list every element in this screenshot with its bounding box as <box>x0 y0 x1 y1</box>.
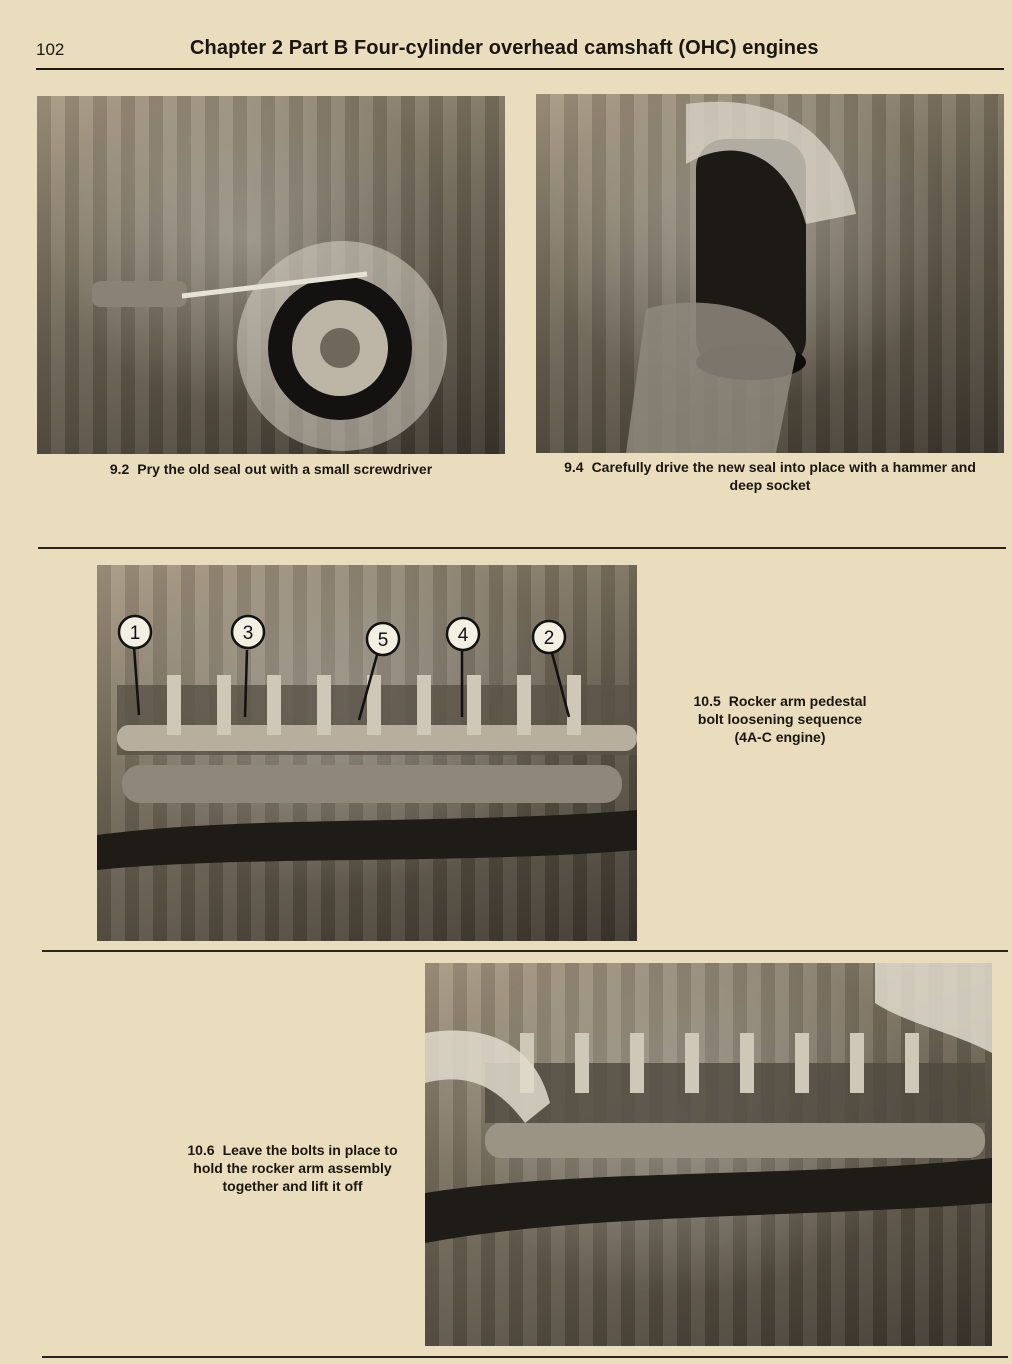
svg-text:4: 4 <box>457 625 469 646</box>
figure-number: 9.2 <box>109 461 130 477</box>
caption-text-line-1: Carefully drive the new seal into place with a hammer and <box>591 459 976 475</box>
caption-text-line-2: hold the rocker arm assembly <box>193 1160 392 1176</box>
svg-text:3: 3 <box>242 623 254 644</box>
caption-text-line-3: (4A-C engine) <box>734 729 826 745</box>
caption-line-1 <box>660 692 900 710</box>
socket-illustration <box>536 94 1004 453</box>
figure-number: 10.6 <box>187 1142 215 1158</box>
caption-line-1 <box>160 1141 425 1159</box>
rocker-assembly-illustration <box>425 963 992 1346</box>
photo-fig-10-5 <box>97 565 637 941</box>
section-rule-2 <box>42 950 1008 952</box>
seal-illustration <box>37 96 505 454</box>
callout-2 <box>533 621 565 653</box>
callout-5 <box>367 623 399 655</box>
bolt-sequence-callouts <box>97 565 637 941</box>
svg-text:2: 2 <box>543 628 555 649</box>
caption-text-line-2: deep socket <box>729 477 811 493</box>
caption-fig-9-4 <box>536 458 1004 494</box>
caption-text-line-3: together and lift it off <box>222 1178 363 1194</box>
bottom-rule <box>42 1356 1008 1358</box>
photo-fig-9-4 <box>536 94 1004 453</box>
photo-fig-9-2 <box>37 96 505 454</box>
caption-fig-9-2 <box>37 460 505 478</box>
caption-line-1 <box>536 458 1004 476</box>
caption-text-line-2: bolt loosening sequence <box>697 711 863 727</box>
section-rule-1 <box>38 547 1006 549</box>
caption-text-line-1: Leave the bolts in place to <box>222 1142 398 1158</box>
svg-text:5: 5 <box>377 630 389 651</box>
caption-text: Pry the old seal out with a small screwdriver <box>137 461 433 477</box>
callout-4 <box>447 618 479 650</box>
callout-1 <box>119 616 151 648</box>
caption-text-line-1: Rocker arm pedestal <box>728 693 867 709</box>
page-number: 102 <box>36 40 65 59</box>
figure-number: 9.4 <box>564 459 584 475</box>
photo-fig-10-6 <box>425 963 992 1346</box>
callout-3 <box>232 616 264 648</box>
figure-number: 10.5 <box>693 693 721 709</box>
caption-fig-10-5 <box>660 692 900 746</box>
running-title: Chapter 2 Part B Four-cylinder overhead camshaft (OHC) engines <box>190 37 819 59</box>
caption-fig-10-6 <box>160 1141 425 1195</box>
svg-text:1: 1 <box>129 623 141 644</box>
header-rule <box>36 68 1004 70</box>
